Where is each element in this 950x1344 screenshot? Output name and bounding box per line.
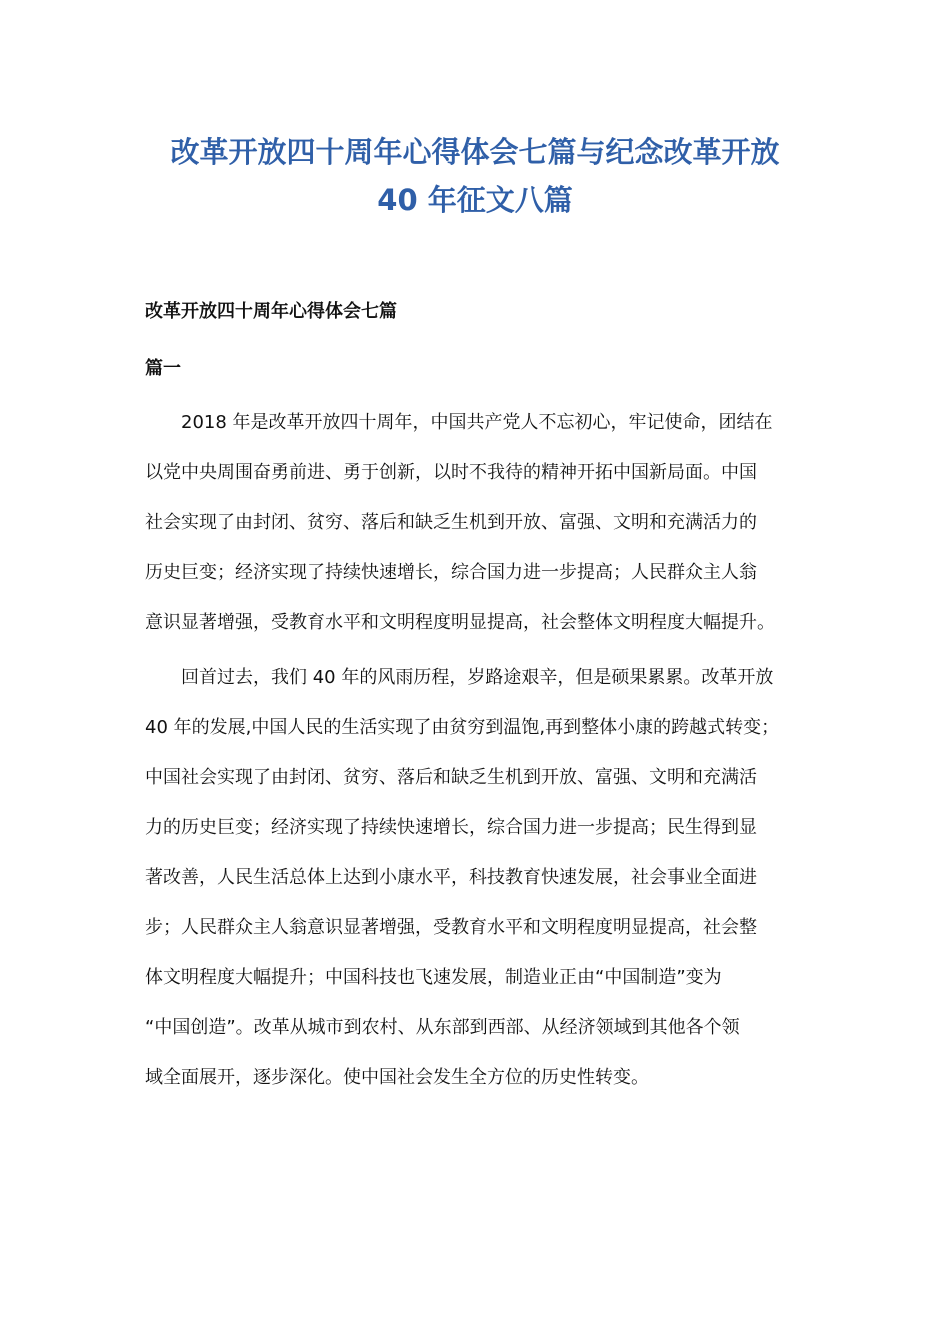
document-title-line-1: 改革开放四十周年心得体会七篇与纪念改革开放: [170, 135, 780, 169]
paragraph-2: [145, 653, 825, 1103]
paragraph-line: 域全面展开，逐步深化。使中国社会发生全方位的历史性转变。: [145, 1067, 649, 1088]
sub-heading: 篇一: [145, 358, 181, 379]
paragraph-line: 以党中央周围奋勇前进、勇于创新，以时不我待的精神开拓中国新局面。中国: [145, 462, 757, 483]
paragraph-line: “中国创造”。改革从城市到农村、从东部到西部、从经济领域到其他各个领: [145, 1017, 740, 1038]
paragraph-line: 回首过去，我们 40 年的风雨历程，岁路途艰辛，但是硕果累累。改革开放: [145, 667, 774, 688]
paragraph-1: [145, 398, 825, 648]
paragraph-line: 力的历史巨变；经济实现了持续快速增长，综合国力进一步提高；民生得到显: [145, 817, 757, 838]
paragraph-line: 40 年的发展,中国人民的生活实现了由贫穷到温饱,再到整体小康的跨越式转变；: [145, 717, 780, 738]
paragraph-line: 著改善，人民生活总体上达到小康水平，科技教育快速发展，社会事业全面进: [145, 867, 757, 888]
paragraph-line: 步；人民群众主人翁意识显著增强，受教育水平和文明程度明显提高，社会整: [145, 917, 757, 938]
document-title-line-2: 40 年征文八篇: [377, 183, 573, 217]
paragraph-line: 体文明程度大幅提升；中国科技也飞速发展，制造业正由“中国制造”变为: [145, 967, 722, 988]
paragraph-line: 社会实现了由封闭、贫穷、落后和缺乏生机到开放、富强、文明和充满活力的: [145, 512, 757, 533]
paragraph-line: 中国社会实现了由封闭、贫穷、落后和缺乏生机到开放、富强、文明和充满活: [145, 767, 757, 788]
paragraph-line: 历史巨变；经济实现了持续快速增长，综合国力进一步提高；人民群众主人翁: [145, 562, 757, 583]
document-title: [120, 128, 830, 224]
paragraph-line: 2018 年是改革开放四十周年，中国共产党人不忘初心，牢记使命，团结在: [145, 412, 773, 433]
section-heading: 改革开放四十周年心得体会七篇: [145, 301, 397, 322]
paragraph-line: 意识显著增强，受教育水平和文明程度明显提高，社会整体文明程度大幅提升。: [145, 612, 775, 633]
